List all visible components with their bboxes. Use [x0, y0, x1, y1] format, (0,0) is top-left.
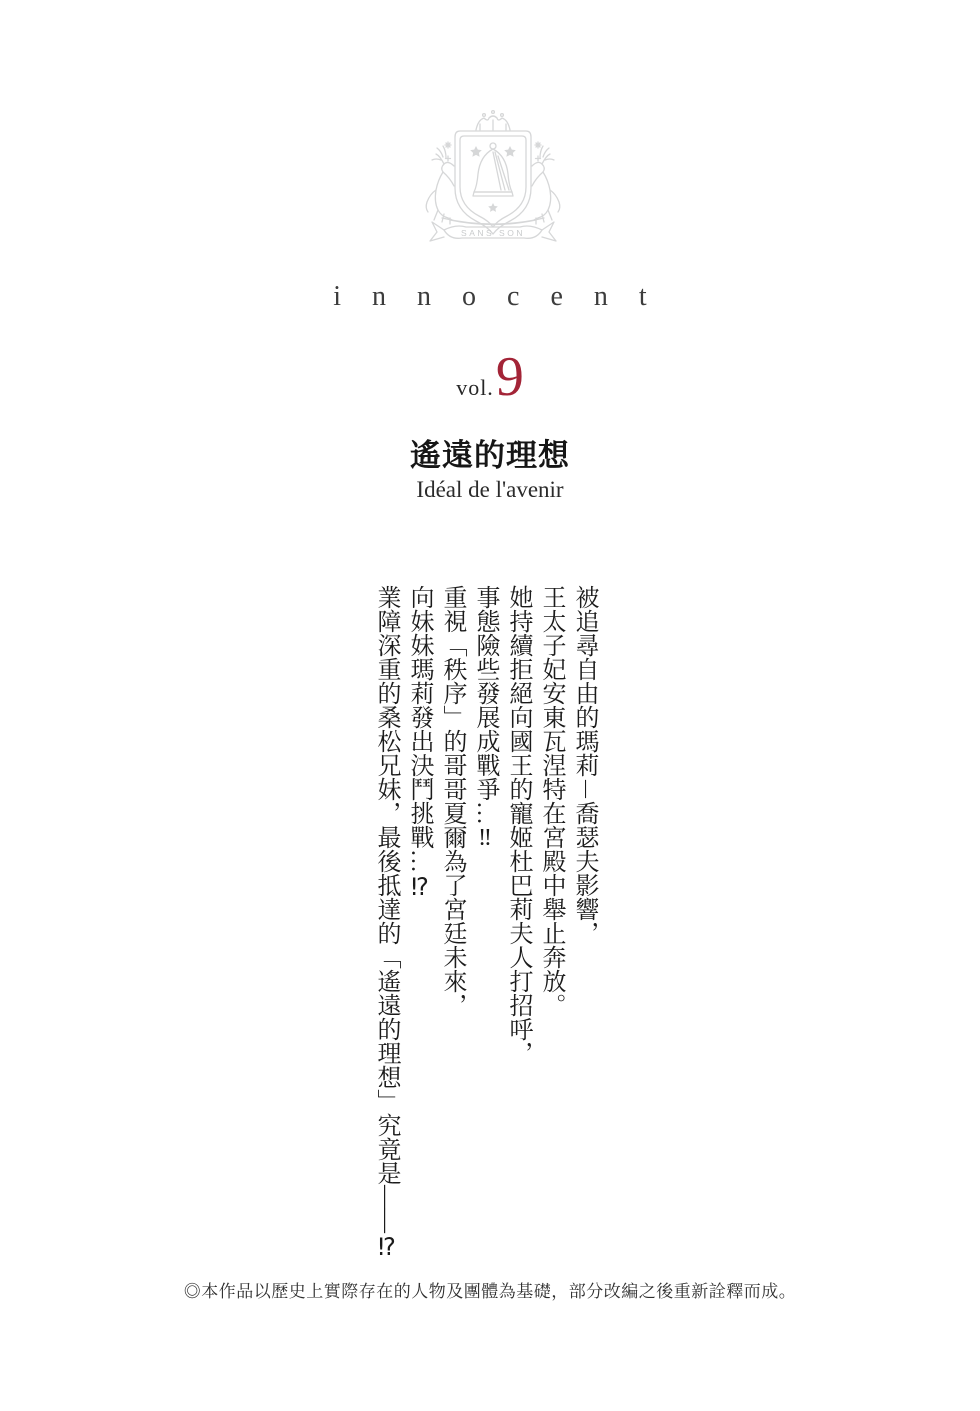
crest-banner-text: SANS SON [461, 228, 525, 238]
crest-crown [476, 111, 510, 130]
volume-number: 9 [495, 346, 524, 408]
volume-line [0, 348, 980, 406]
crest-stag-left [426, 146, 454, 224]
chapter-title-cjk: 遙遠的理想 [410, 438, 570, 473]
crest-ground [442, 218, 544, 225]
synopsis-column: 重視「秩序」的哥哥夏爾為了宮廷未來， [439, 585, 465, 1017]
synopsis-column: 被追尋自由的瑪莉－喬瑟夫影響， [571, 585, 597, 945]
disclaimer-note: ◎本作品以歷史上實際存在的人物及團體為基礎，部分改編之後重新詮釋而成。 [183, 1282, 797, 1301]
synopsis-column: 她持續拒絕向國王的寵姬杜巴莉夫人打招呼， [505, 585, 531, 1065]
synopsis-column: 業障深重的桑松兄妹，最後抵達的「遙遠的理想」究竟是——⁉ [373, 585, 399, 1261]
volume-label: vol. [456, 375, 494, 400]
series-title: innocent [333, 281, 678, 312]
crest-shield [455, 131, 531, 234]
synopsis-column: 向妹妹瑪莉發出決鬥挑戰…⁉ [406, 585, 432, 901]
sans-son-crest-emblem [410, 108, 576, 260]
crest-stag-right [532, 146, 560, 224]
chapter-title-french: Idéal de l'avenir [416, 477, 564, 502]
synopsis-column: 事態險些發展成戰爭…‼ [472, 585, 498, 851]
synopsis-column: 王太子妃安東瓦涅特在宮殿中舉止奔放。 [538, 585, 564, 1017]
synopsis-vertical-text [365, 585, 600, 1275]
